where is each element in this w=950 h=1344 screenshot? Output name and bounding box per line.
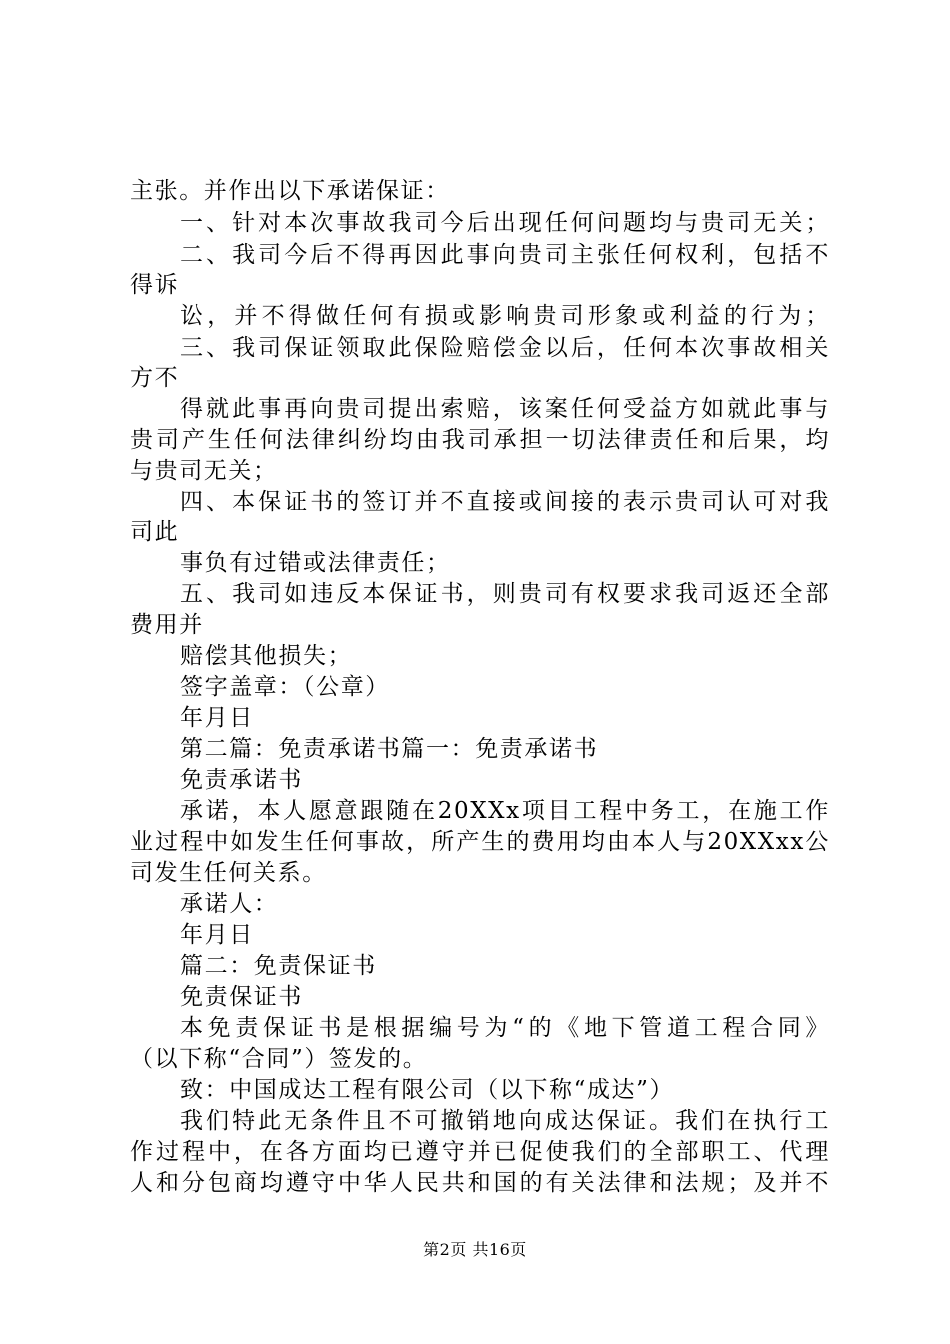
text-line: 二、我司今后不得再因此事向贵司主张任何权利，包括不 xyxy=(180,242,830,268)
text-line: 事负有过错或法律责任； xyxy=(180,550,451,576)
text-line: 业过程中如发生任何事故，所产生的费用均由本人与20XXxx公 xyxy=(130,829,830,855)
text-line: 赔偿其他损失； xyxy=(180,643,353,669)
text-line: （以下称“合同”）签发的。 xyxy=(130,1046,428,1072)
text-line: 方不 xyxy=(130,365,180,391)
text-line: 人和分包商均遵守中华人民共和国的有关法律和法规；及并不 xyxy=(130,1170,830,1196)
text-line: 承诺人： xyxy=(180,891,279,917)
text-line: 司发生任何关系。 xyxy=(130,860,327,886)
text-line: 我们特此无条件且不可撤销地向成达保证。我们在执行工 xyxy=(180,1108,830,1134)
text-line: 讼，并不得做任何有损或影响贵司形象或利益的行为； xyxy=(180,303,830,329)
text-line: 年月日 xyxy=(180,922,254,948)
section-title: 免责承诺书 xyxy=(180,767,303,793)
text-line: 费用并 xyxy=(130,612,204,638)
text-line: 得诉 xyxy=(130,272,180,298)
text-line: 贵司产生任何法律纠纷均由我司承担一切法律责任和后果，均 xyxy=(130,427,830,453)
section-heading: 第二篇：免责承诺书篇一：免责承诺书 xyxy=(180,736,599,762)
page-number-footer: 第2页 共16页 xyxy=(423,1240,527,1259)
text-line: 本免责保证书是根据编号为“的《地下管道工程合同》 xyxy=(180,1015,830,1041)
text-line: 年月日 xyxy=(180,705,254,731)
text-line: 作过程中，在各方面均已遵守并已促使我们的全部职工、代理 xyxy=(130,1139,830,1165)
text-line: 承诺，本人愿意跟随在20XXx项目工程中务工，在施工作 xyxy=(180,798,830,824)
text-line: 司此 xyxy=(130,519,180,545)
section-title: 免责保证书 xyxy=(180,984,303,1010)
text-line: 一、针对本次事故我司今后出现任何问题均与贵司无关； xyxy=(180,210,830,236)
text-line: 主张。并作出以下承诺保证： xyxy=(130,178,450,204)
text-line: 五、我司如违反本保证书，则贵司有权要求我司返还全部 xyxy=(180,581,830,607)
text-line: 致：中国成达工程有限公司（以下称“成达”） xyxy=(180,1077,675,1103)
text-line: 签字盖章：（公章） xyxy=(180,674,390,700)
section-heading: 篇二：免责保证书 xyxy=(180,953,377,979)
text-line: 得就此事再向贵司提出索赔，该案任何受益方如就此事与 xyxy=(180,396,830,422)
text-line: 四、本保证书的签订并不直接或间接的表示贵司认可对我 xyxy=(180,489,830,515)
text-line: 三、我司保证领取此保险赔偿金以后，任何本次事故相关 xyxy=(180,335,830,361)
text-line: 与贵司无关； xyxy=(130,458,278,484)
